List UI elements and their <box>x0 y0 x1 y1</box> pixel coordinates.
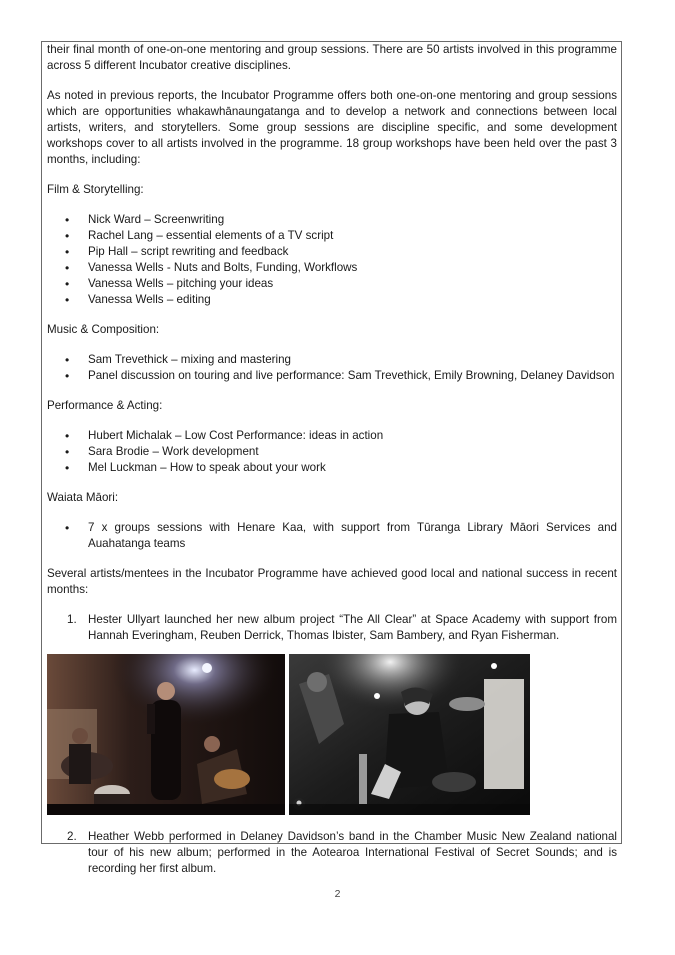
list-number: 1. <box>67 613 77 626</box>
concert-photo-band <box>47 654 285 815</box>
film-workshop-list <box>47 212 617 308</box>
list-item: • Rachel Lang – essential elements of a TV script <box>47 228 617 244</box>
page-number: 2 <box>334 888 341 900</box>
concert-photo-portrait-image <box>289 654 530 815</box>
achievement-text: Hester Ullyart launched her new album project “The All Clear” at Space Academy with support from Hannah Everingham, Reuben Derrick, Thomas Ibister, Sam Bambery, and Ryan Fisherman. <box>88 613 617 642</box>
list-item: • Mel Luckman – How to speak about your work <box>47 460 617 476</box>
list-item: • Sara Brodie – Work development <box>47 444 617 460</box>
section-heading-film: Film & Storytelling: <box>47 183 144 196</box>
waiata-workshop-list <box>47 520 617 552</box>
list-item: • Vanessa Wells - Nuts and Bolts, Funding, Workflows <box>47 260 617 276</box>
success-intro: Several artists/mentees in the Incubator Programme have achieved good local and national success in recent months: <box>47 567 617 596</box>
concert-photo-portrait <box>289 654 530 815</box>
list-item <box>47 612 617 644</box>
achievement-list <box>47 612 617 644</box>
list-item: • Nick Ward – Screenwriting <box>47 212 617 228</box>
list-item: • 7 x groups sessions with Henare Kaa, with support from Tūranga Library Māori Services and Auahatanga teams <box>47 520 617 552</box>
list-item: • Vanessa Wells – pitching your ideas <box>47 276 617 292</box>
concert-photo-band-image <box>47 654 285 815</box>
intro-continuation: their final month of one-on-one mentoring and group sessions. There are 50 artists involved in this programme across 5 different Incubator creative disciplines. <box>47 43 617 72</box>
music-workshop-list <box>47 352 617 384</box>
intro-paragraph: As noted in previous reports, the Incubator Programme offers both one-on-one mentoring and group sessions which are opportunities whakawhānaungatanga and to develop a network and connections between local artists, writers, and storytellers. Some group sessions are discipline specific, and some development workshops cover to all artists involved in the programme. 18 group workshops have been held over the past 3 months, including: <box>47 89 617 166</box>
list-item: • Vanessa Wells – editing <box>47 292 617 308</box>
section-heading-music: Music & Composition: <box>47 323 160 336</box>
achievement-text: Heather Webb performed in Delaney Davidson’s band in the Chamber Music New Zealand national tour of his new album; performed in the Aotearoa International Festival of Secret Sounds; and is recording her first album. <box>88 830 617 875</box>
achievement-list-continued <box>47 829 617 877</box>
section-heading-performance: Performance & Acting: <box>47 399 163 412</box>
list-item: • Panel discussion on touring and live performance: Sam Trevethick, Emily Browning, Delaney Davidson <box>47 368 617 384</box>
section-heading-waiata: Waiata Māori: <box>47 491 119 504</box>
list-number: 2. <box>67 830 77 843</box>
photo-row <box>47 654 617 815</box>
list-item: • Hubert Michalak – Low Cost Performance: ideas in action <box>47 428 617 444</box>
performance-workshop-list <box>47 428 617 476</box>
list-item <box>47 829 617 877</box>
list-item: • Pip Hall – script rewriting and feedback <box>47 244 617 260</box>
list-item: • Sam Trevethick – mixing and mastering <box>47 352 617 368</box>
document-body <box>47 42 617 877</box>
